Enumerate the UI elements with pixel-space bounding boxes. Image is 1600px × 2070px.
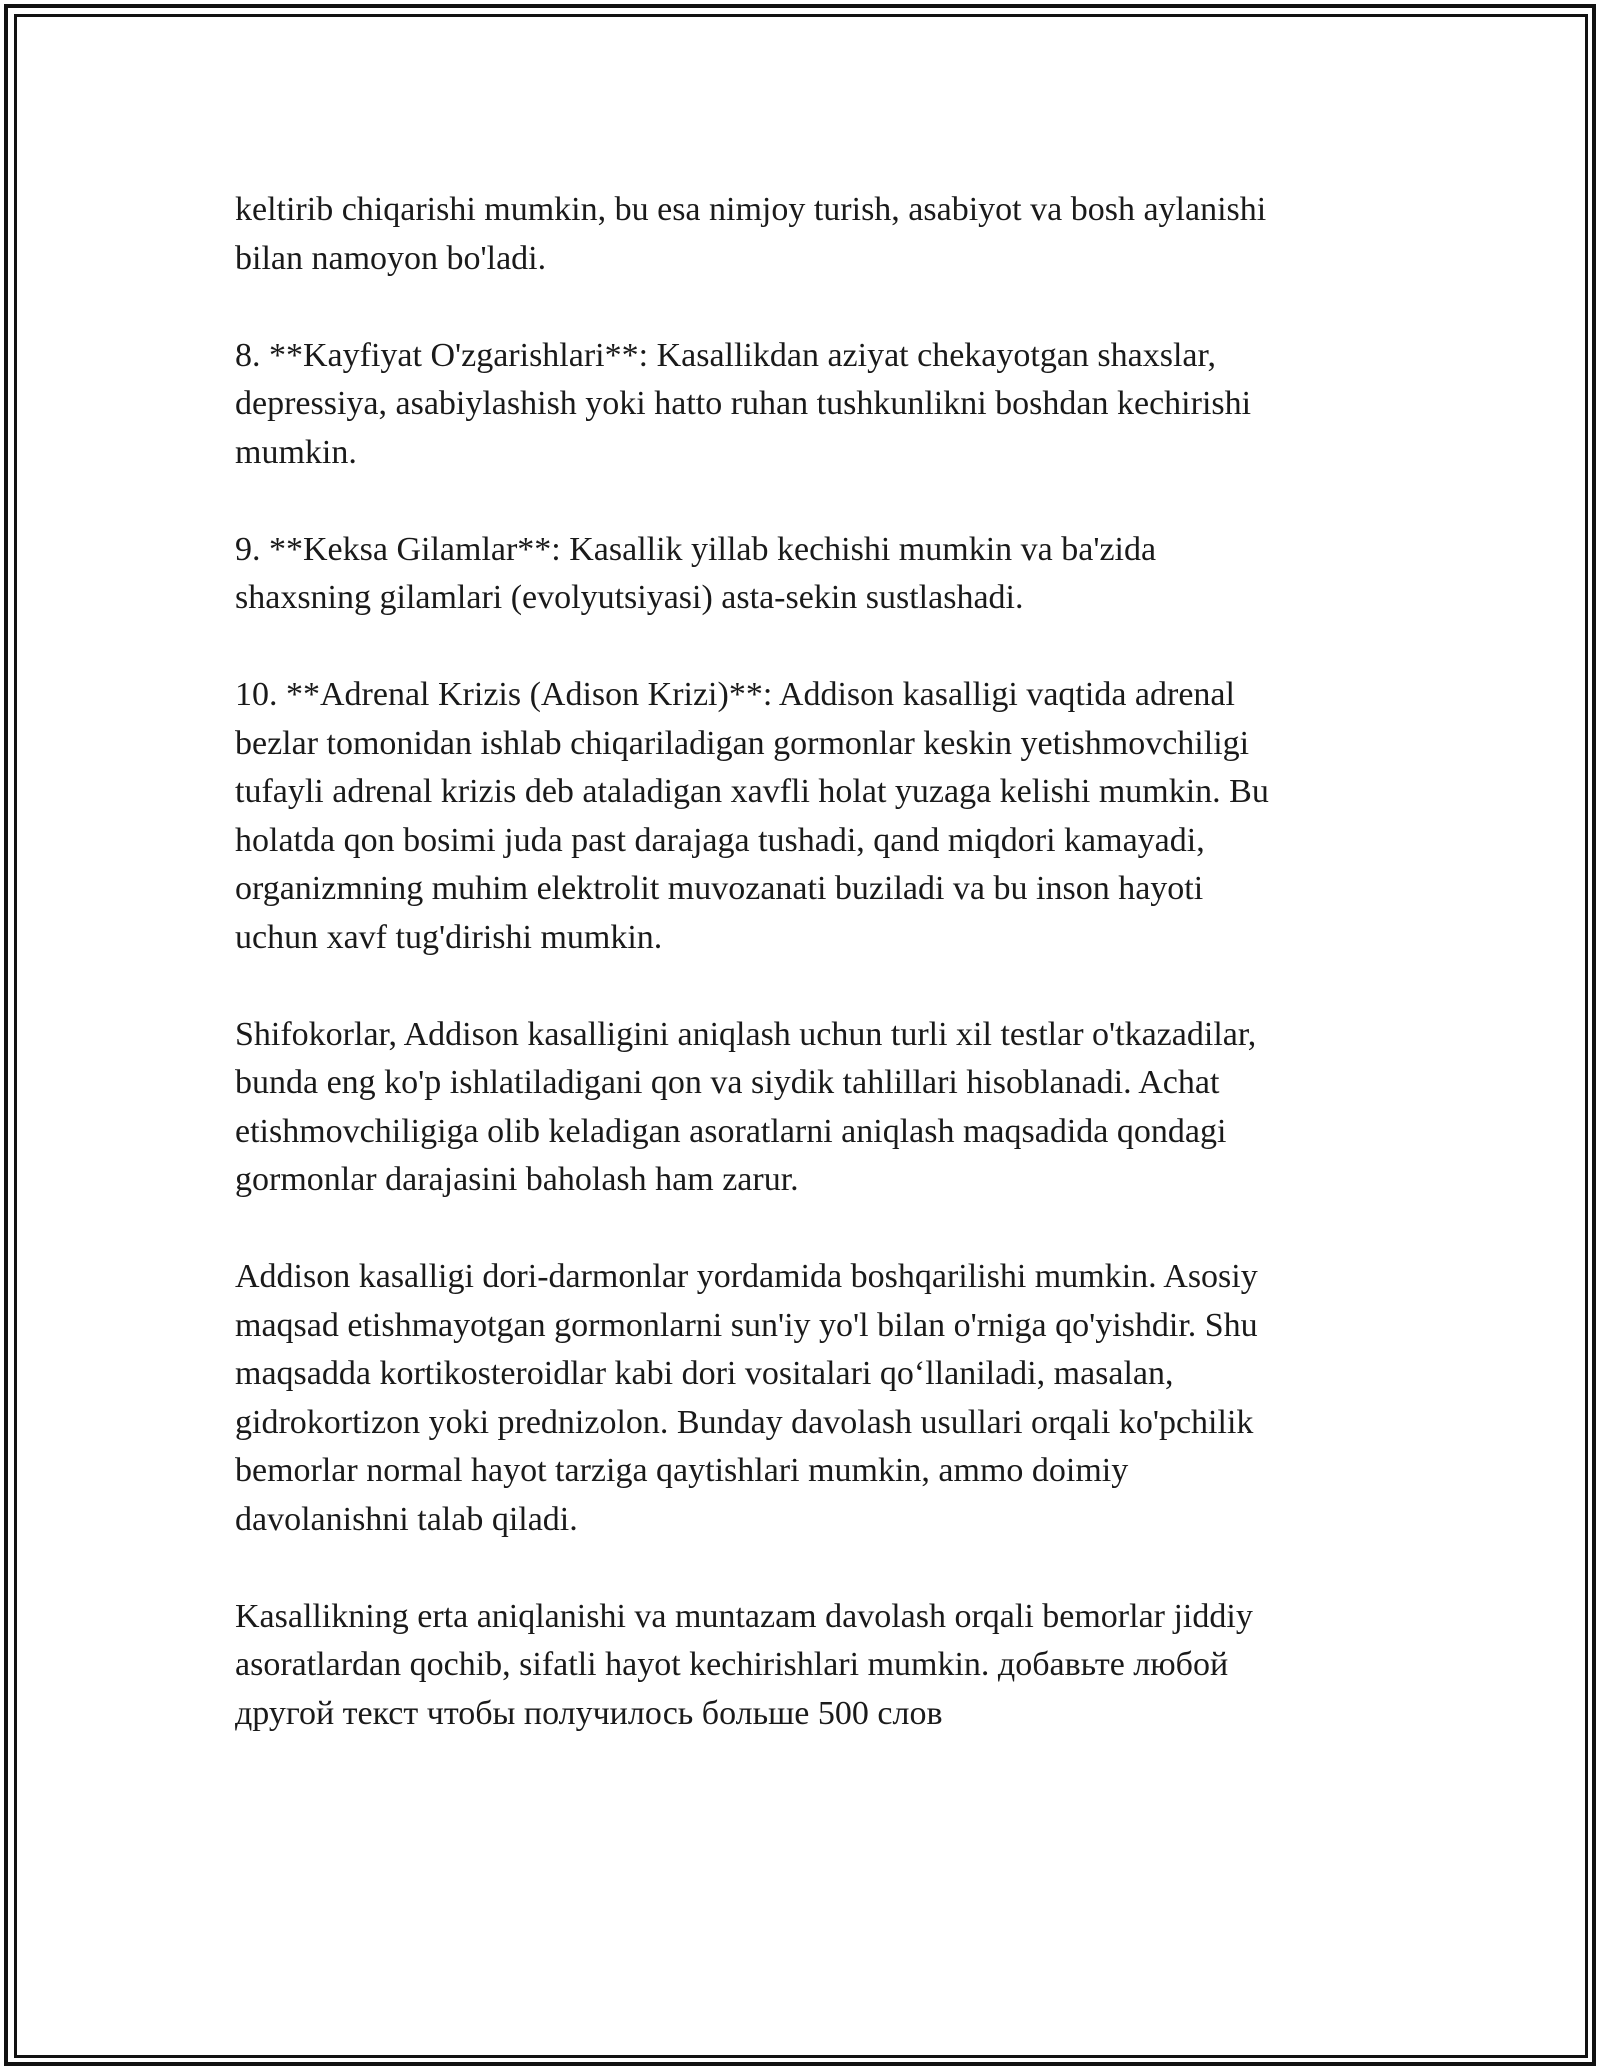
paragraph-conclusion: Kasallikning erta aniqlanishi va muntazam davolash orqali bemorlar jiddiy asoratlardan qochib, sifatli hayot kechirishlari mumkin. добавьте любой другой текст чтобы получилось больше 500 слов bbox=[235, 1597, 1253, 1732]
paragraph-keksa-gilamlar: 9. **Keksa Gilamlar**: Kasallik yillab kechishi mumkin va ba'zida shaxsning gilamlari (evolyutsiyasi) asta-sekin sustlashadi. bbox=[235, 530, 1157, 616]
paragraph-adrenal-crisis: 10. **Adrenal Krizis (Adison Krizi)**: Addison kasalligi vaqtida adrenal bezlar tomonidan ishlab chiqariladigan gormonlar keskin yetishmovchiligi tufayli adrenal krizis deb ataladigan xavfli holat yuzaga kelishi mumkin. Bu holatda qon bosimi juda past darajaga tushadi, qand miqdori kamayadi, organizmning muhim elektrolit muvozanati buziladi va bu inson hayoti uchun xavf tug'dirishi mumkin. bbox=[235, 676, 1269, 956]
paragraph-diagnosis: Shifokorlar, Addison kasalligini aniqlash uchun turli xil testlar o'tkazadilar, bunda eng ko'p ishlatiladigani qon va siydik tahlillari hisoblanadi. Achat etishmovchiligiga olib keladigan asoratlarni aniqlash maqsadida qondagi gormonlar darajasini baholash ham zarur. bbox=[235, 1015, 1257, 1198]
paragraph-treatment: Addison kasalligi dori-darmonlar yordamida boshqarilishi mumkin. Asosiy maqsad etishmayotgan gormonlarni sun'iy yo'l bilan o'rniga qo'yishdir. Shu maqsadda kortikosteroidlar kabi dori vositalari qo‘llaniladi, masalan, gidrokortizon yoki prednizolon. Bunday davolash usullari orqali ko'pchilik bemorlar normal hayot tarziga qaytishlari mumkin, ammo doimiy davolanishni talab qiladi. bbox=[235, 1258, 1258, 1538]
paragraph-dizziness-continuation: keltirib chiqarishi mumkin, bu esa nimjoy turish, asabiyot va bosh aylanishi bilan namoyon bo'ladi. bbox=[235, 191, 1267, 277]
paragraph-mood-changes: 8. **Kayfiyat O'zgarishlari**: Kasallikdan aziyat chekayotgan shaxslar, depressiya, asabiylashish yoki hatto ruhan tushkunlikni boshdan kechirishi mumkin. bbox=[235, 336, 1252, 471]
document-body bbox=[235, 186, 1370, 1738]
